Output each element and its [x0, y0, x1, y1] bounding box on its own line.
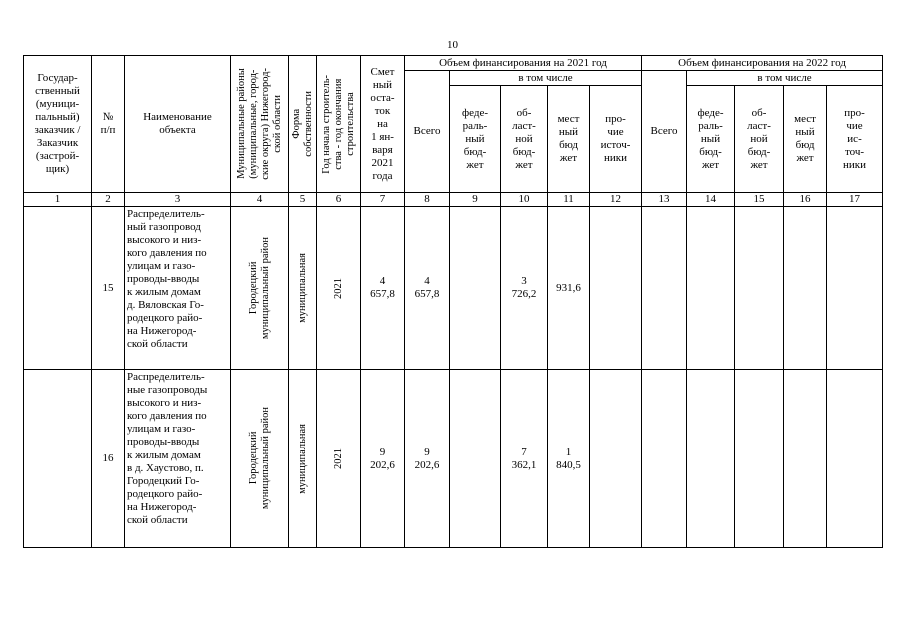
other-2021-cell: [590, 207, 642, 370]
column-number: 3: [125, 193, 231, 207]
row-number: 16: [92, 370, 125, 548]
financing-table: [23, 55, 883, 548]
page-number: 10: [447, 39, 458, 51]
table-row: [24, 370, 883, 548]
other-2021-cell: [590, 370, 642, 548]
total-2022-cell: [642, 370, 687, 548]
header-total-2022: Всего: [642, 71, 687, 193]
other-2022-cell: [827, 370, 883, 548]
header-fin-2022: Объем финансирования на 2022 год: [642, 56, 883, 71]
header-object-name: Наименование объекта: [125, 56, 231, 193]
column-number: 12: [590, 193, 642, 207]
header-other-2022: про- чие ис- точ- ники: [827, 86, 883, 193]
column-number: 1: [24, 193, 92, 207]
regional-2021-cell: 7 362,1: [501, 370, 548, 548]
header-no: № п/п: [92, 56, 125, 193]
local-2022-cell: [784, 370, 827, 548]
header-regional-2022: об- ласт- ной бюд- жет: [735, 86, 784, 193]
column-number: 6: [317, 193, 361, 207]
column-numbers-row: [24, 193, 883, 207]
header-ownership: Форма собственности: [289, 56, 317, 193]
header-incl-2022: в том числе: [687, 71, 883, 86]
federal-2022-cell: [687, 207, 735, 370]
federal-2021-cell: [450, 207, 501, 370]
column-number: 11: [548, 193, 590, 207]
column-number: 10: [501, 193, 548, 207]
object-name-cell: Распределитель- ные газопроводы высокого и низ- кого давления по улицам и газо- проводы-вводы к жилым домам в д. Хаустово, п. Городецкий Го- родецкого райо- на Нижегород- ской области: [125, 370, 231, 548]
estimate-cell: 4 657,8: [361, 207, 405, 370]
column-number: 13: [642, 193, 687, 207]
local-2022-cell: [784, 207, 827, 370]
column-number: 5: [289, 193, 317, 207]
federal-2021-cell: [450, 370, 501, 548]
total-2022-cell: [642, 207, 687, 370]
header-estimate: Смет ный оста- ток на 1 ян- варя 2021 года: [361, 56, 405, 193]
header-local-2021: мест ный бюд жет: [548, 86, 590, 193]
header-fin-2021: Объем финансирования на 2021 год: [405, 56, 642, 71]
district-cell: Городецкий муниципальный район: [231, 207, 289, 370]
header-incl-2021: в том числе: [450, 71, 642, 86]
column-number: 4: [231, 193, 289, 207]
total-2021-cell: 4 657,8: [405, 207, 450, 370]
column-number: 7: [361, 193, 405, 207]
column-number: 16: [784, 193, 827, 207]
column-number: 14: [687, 193, 735, 207]
column-number: 2: [92, 193, 125, 207]
header-federal-2022: феде- раль- ный бюд- жет: [687, 86, 735, 193]
header-other-2021: про- чие источ- ники: [590, 86, 642, 193]
header-years: Год начала строитель- ства - год окончания строительства: [317, 56, 361, 193]
column-number: 15: [735, 193, 784, 207]
local-2021-cell: 931,6: [548, 207, 590, 370]
column-number: 8: [405, 193, 450, 207]
local-2021-cell: 1 840,5: [548, 370, 590, 548]
years-cell: 2021: [317, 370, 361, 548]
column-number: 17: [827, 193, 883, 207]
table-row: [24, 207, 883, 370]
header-total-2021: Всего: [405, 71, 450, 193]
regional-2022-cell: [735, 370, 784, 548]
customer-cell: [24, 207, 92, 370]
header-regional-2021: об- ласт- ной бюд- жет: [501, 86, 548, 193]
regional-2021-cell: 3 726,2: [501, 207, 548, 370]
column-number: 9: [450, 193, 501, 207]
header-districts: Муниципальные районы (муниципальные, город- ские округа) Нижегород- ской области: [231, 56, 289, 193]
row-number: 15: [92, 207, 125, 370]
regional-2022-cell: [735, 207, 784, 370]
years-cell: 2021: [317, 207, 361, 370]
estimate-cell: 9 202,6: [361, 370, 405, 548]
object-name-cell: Распределитель- ный газопровод высокого и низ- кого давления по улицам и газо- проводы-вводы к жилым домам д. Вяловская Го- родецкого райо- на Нижегород- ской области: [125, 207, 231, 370]
district-cell: Городецкий муниципальный район: [231, 370, 289, 548]
other-2022-cell: [827, 207, 883, 370]
header-local-2022: мест ный бюд жет: [784, 86, 827, 193]
header-federal-2021: феде- раль- ный бюд- жет: [450, 86, 501, 193]
header-customer: Государ- ственный (муници- пальный) заказчик / Заказчик (застрой- щик): [24, 56, 92, 193]
ownership-cell: муниципальная: [289, 370, 317, 548]
federal-2022-cell: [687, 370, 735, 548]
total-2021-cell: 9 202,6: [405, 370, 450, 548]
customer-cell: [24, 370, 92, 548]
ownership-cell: муниципальная: [289, 207, 317, 370]
